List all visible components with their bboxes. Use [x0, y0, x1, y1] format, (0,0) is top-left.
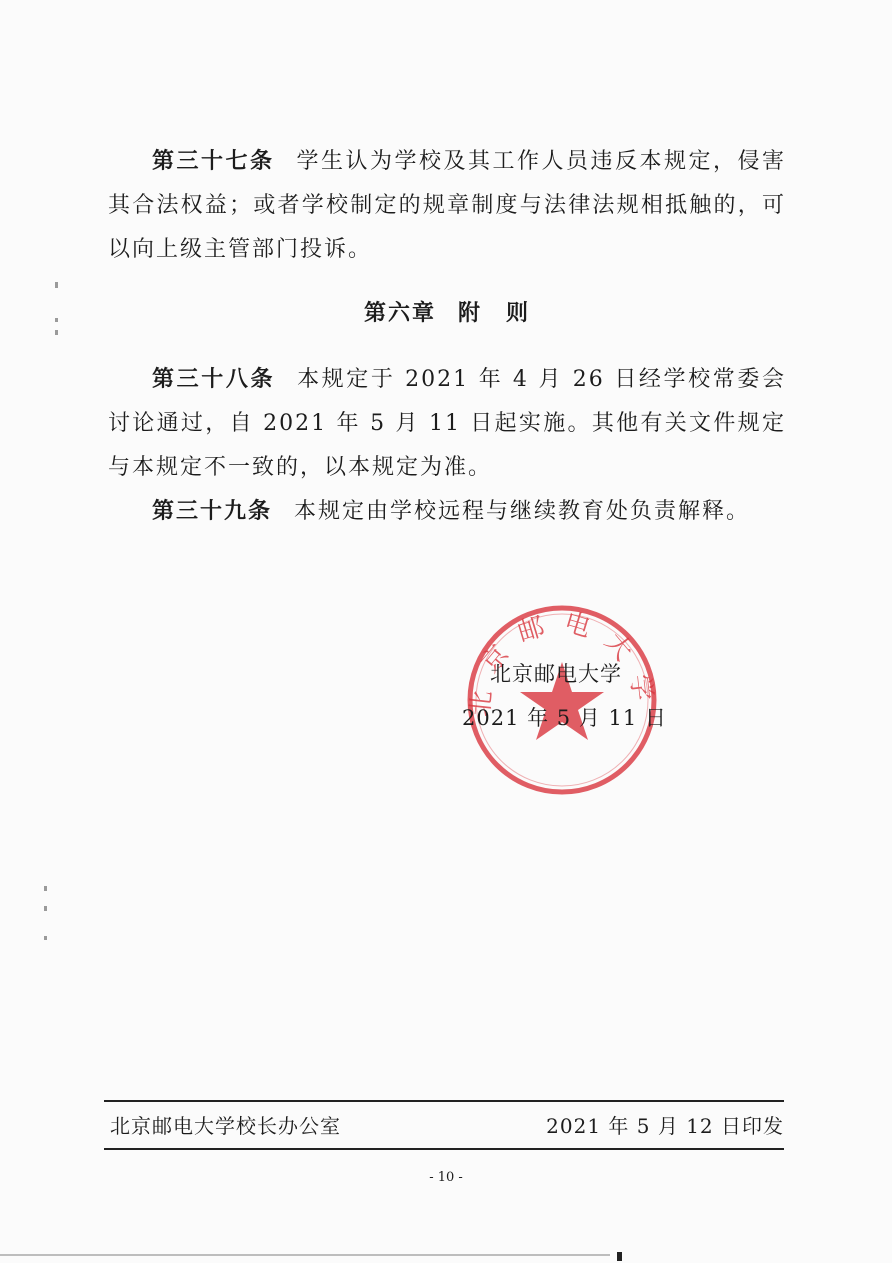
footer-issuer: 北京邮电大学校长办公室	[110, 1114, 341, 1138]
scan-edge-mark	[44, 906, 47, 911]
scan-edge-mark	[55, 330, 58, 335]
scan-bottom-tick	[617, 1252, 622, 1261]
article-37-number: 第三十七条	[152, 149, 275, 174]
scan-bottom-line	[0, 1254, 610, 1256]
scan-edge-mark	[55, 318, 58, 322]
scan-edge-mark	[44, 936, 47, 940]
chapter-number: 第六章	[363, 301, 436, 326]
signature-block	[462, 652, 667, 740]
chapter-title: 附 则	[458, 301, 531, 326]
article-38	[108, 358, 786, 490]
signature-organization: 北京邮电大学	[490, 662, 622, 686]
chapter-heading	[108, 292, 786, 336]
scan-edge-mark	[55, 282, 58, 288]
article-39-text: 本规定由学校远程与继续教育处负责解释。	[294, 499, 751, 524]
article-38-number: 第三十八条	[152, 367, 276, 392]
footer-rule-top	[104, 1100, 784, 1102]
footer-rule-bottom	[104, 1148, 784, 1150]
footer-issue-date: 2021 年 5 月 12 日印发	[546, 1114, 784, 1138]
scan-edge-mark	[44, 886, 47, 891]
article-39-number: 第三十九条	[152, 499, 273, 524]
article-39	[108, 490, 786, 534]
article-38-text: 本规定于 2021 年 4 月 26 日经学校常委会讨论通过，自 2021 年 5 月 11 日起实施。其他有关文件规定与本规定不一致的，以本规定为准。	[108, 367, 786, 480]
article-37-text: 学生认为学校及其工作人员违反本规定，侵害其合法权益；或者学校制定的规章制度与法律法规相抵触的，可以向上级主管部门投诉。	[108, 149, 786, 262]
signature-date: 2021 年 5 月 11 日	[462, 706, 667, 730]
seal-text: 北京邮电大学	[465, 607, 659, 719]
page-number: - 10 -	[429, 1170, 463, 1185]
article-37	[108, 140, 786, 272]
